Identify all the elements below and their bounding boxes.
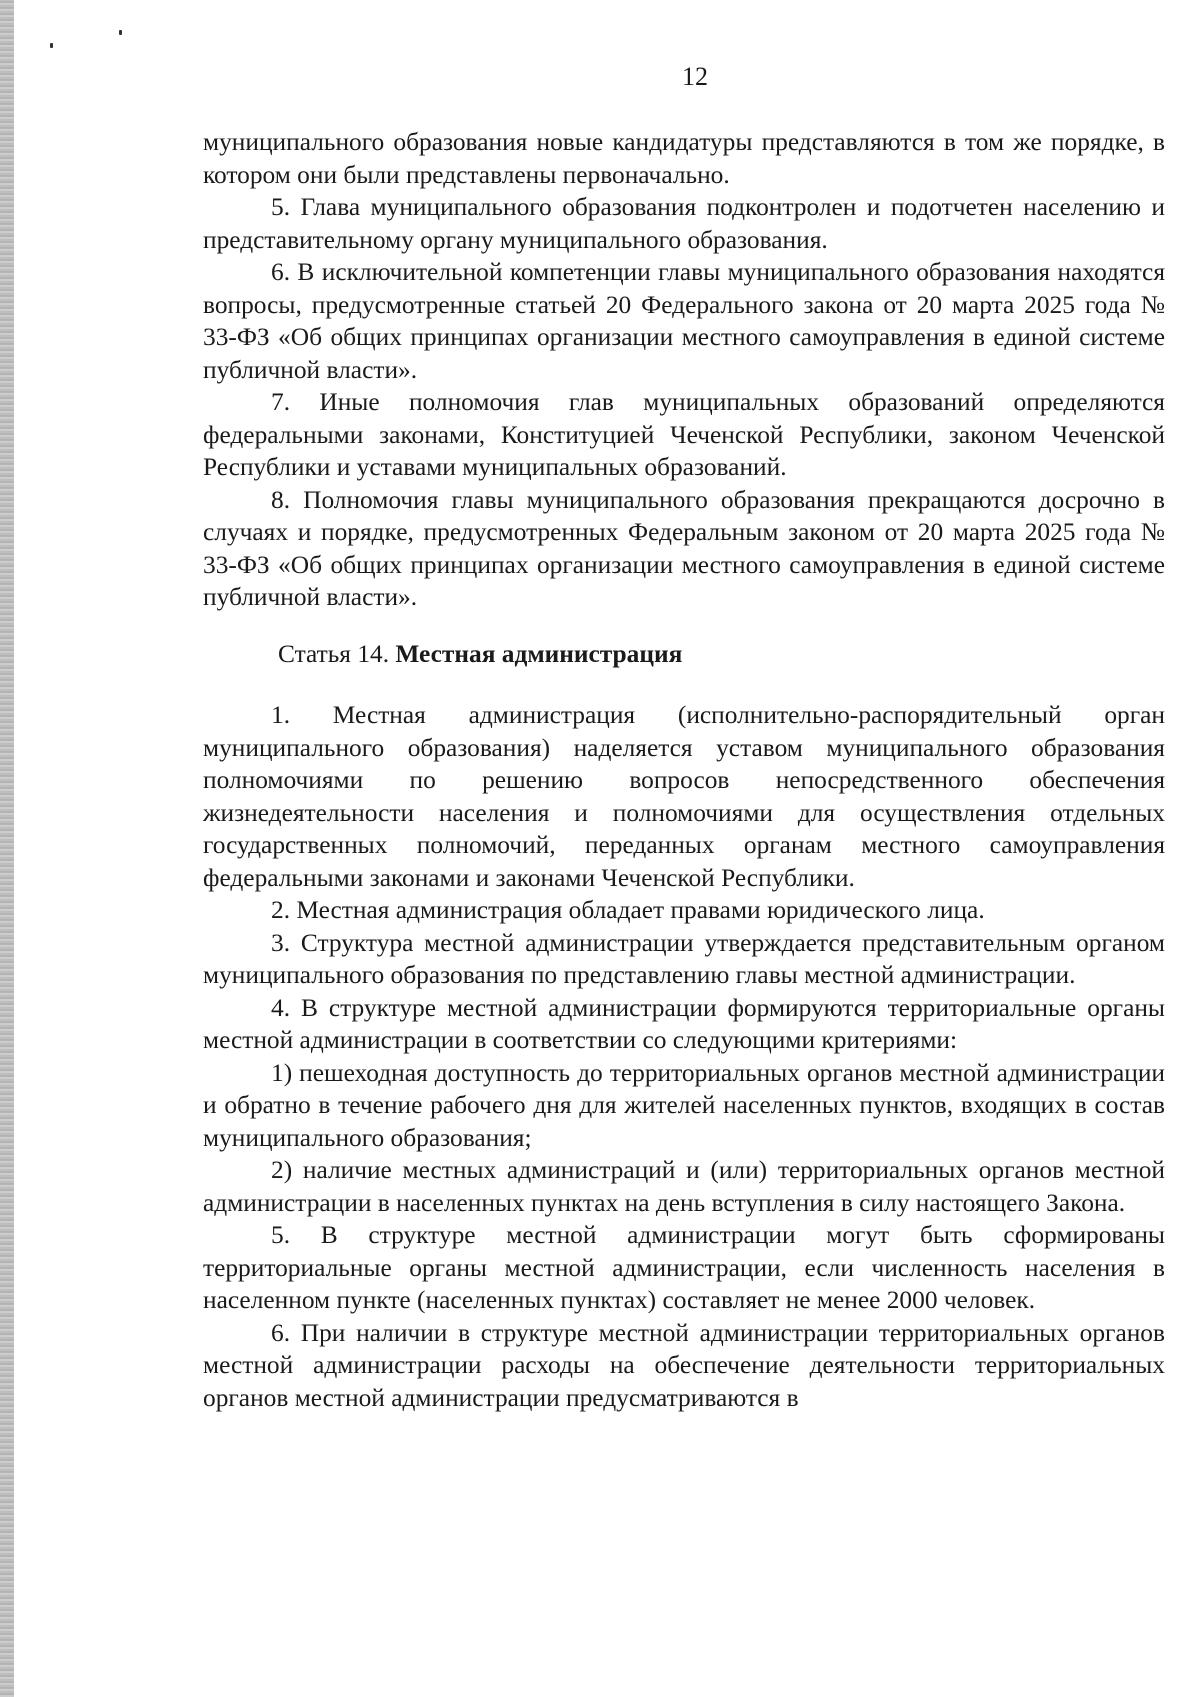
paragraph-13-5: 5. Глава муниципального образования подконтролен и подотчетен населению и представительному органу муниципального образования. [203, 193, 1165, 254]
paragraph-14-6: 6. При наличии в структуре местной администрации территориальных органов местной администрации расходы на обеспечение деятельности территориальных органов местной администрации предусматриваются в [203, 1318, 1165, 1412]
paragraph-continuation: муниципального образования новые кандидатуры представляются в том же порядке, в котором они были представлены первоначально. [203, 128, 1165, 189]
paragraph-14-4: 4. В структуре местной администрации формируются территориальные органы местной администрации в соответствии со следующими критериями: [203, 993, 1165, 1054]
scan-speck [119, 30, 122, 35]
page-number: 12 [682, 62, 708, 91]
scan-speck [50, 43, 53, 48]
paragraph-13-7: 7. Иные полномочия глав муниципальных образований определяются федеральными законами, Конституцией Чеченской Республики, законом Чеченской Республики и уставами муниципальных образований. [203, 388, 1165, 481]
paragraph-13-6: 6. В исключительной компетенции главы муниципального образования находятся вопросы, предусмотренные статьей 20 Федерального закона от 20 марта 2025 года № 33-ФЗ «Об общих принципах организации местного самоуправления в единой системе публичной власти». [203, 258, 1165, 384]
article-14-heading [203, 638, 1165, 671]
paragraph-14-1: 1. Местная администрация (исполнительно-распорядительный орган муниципального образования) наделяется уставом муниципального образования полномочиями по решению вопросов непосредственного обеспечения жизнедеятельности населения и полномочиями для осуществления отдельных государственных полномочий, переданных органам местного самоуправления федеральными законами и законами Чеченской Республики. [203, 701, 1165, 892]
scan-edge [0, 0, 14, 1697]
paragraph-13-8: 8. Полномочия главы муниципального образования прекращаются досрочно в случаях и порядке, предусмотренных Федеральным законом от 20 марта 2025 года № 33-ФЗ «Об общих принципах организации местного самоуправления в единой системе публичной власти». [203, 485, 1165, 611]
article-14-title: Местная администрация [395, 639, 683, 668]
paragraph-14-3: 3. Структура местной администрации утверждается представительным органом муниципального образования по представлению главы местной администрации. [203, 928, 1165, 989]
document-body [203, 126, 1165, 1414]
paragraph-14-4-1: 1) пешеходная доступность до территориальных органов местной администрации и обратно в течение рабочего дня для жителей населенных пунктов, входящих в состав муниципального образования; [203, 1058, 1165, 1152]
paragraph-14-5: 5. В структуре местной администрации могут быть сформированы территориальные органы местной администрации, если численность населения в населенном пункте (населенных пунктах) составляет не менее 2000 человек. [203, 1221, 1165, 1314]
paragraph-14-2: 2. Местная администрация обладает правами юридического лица. [271, 896, 985, 924]
article-14-label: Статья 14. [278, 639, 396, 668]
paragraph-14-4-2: 2) наличие местных администраций и (или) территориальных органов местной администрации в населенных пунктах на день вступления в силу настоящего Закона. [203, 1156, 1165, 1217]
